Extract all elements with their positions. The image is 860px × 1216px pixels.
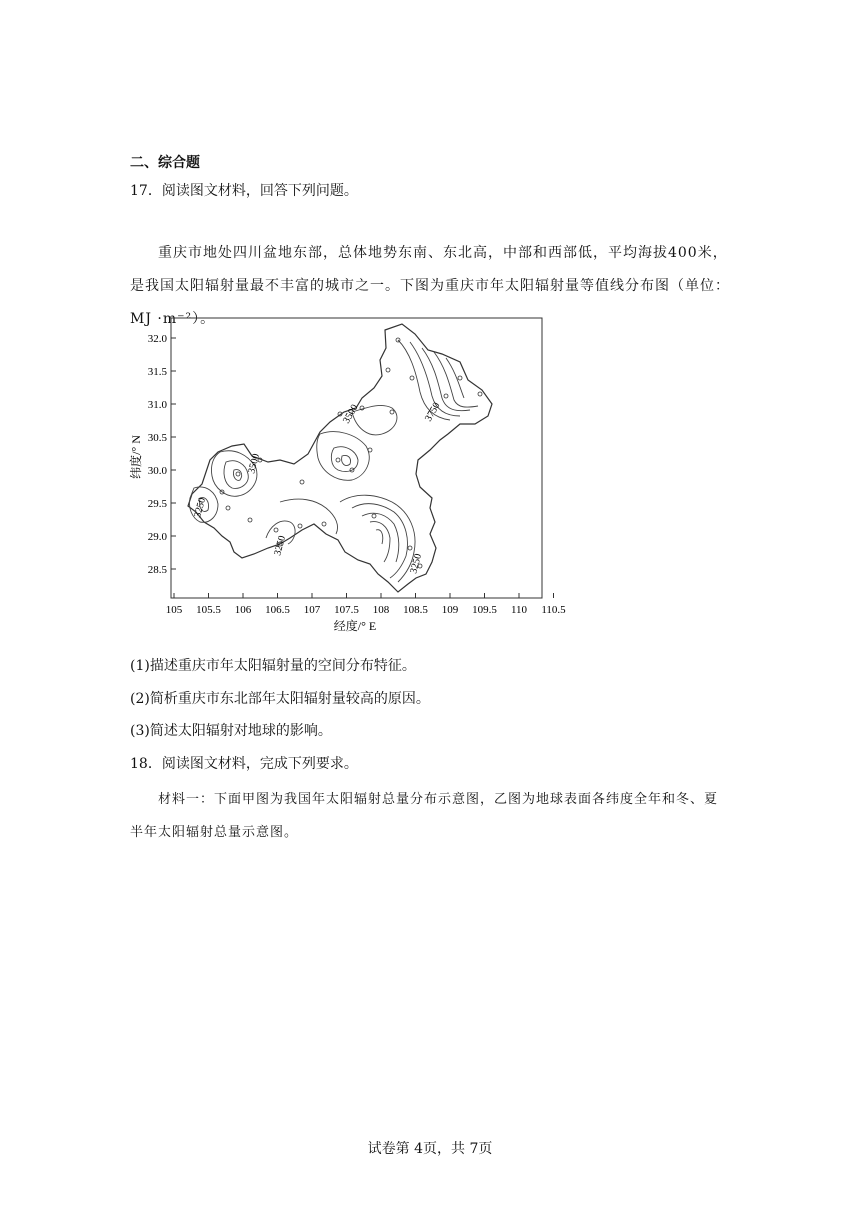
question-17-intro: 17．阅读图文材料，回答下列问题。 — [130, 183, 358, 199]
x-tick-label: 106 — [234, 604, 252, 616]
x-tick-label: 107 — [303, 604, 321, 616]
question-18-intro: 18．阅读图文材料，完成下列要求。 — [130, 756, 358, 772]
y-axis-title: 纬度/° N — [129, 435, 143, 479]
x-tick-label: 110.5 — [541, 604, 566, 616]
x-tick-label: 109.5 — [472, 604, 497, 616]
contour-label-5: 3250 — [272, 534, 289, 557]
y-tick-label: 28.5 — [147, 564, 167, 576]
x-tick-label: 108 — [372, 604, 390, 616]
contour-label-4: 3250 — [192, 496, 209, 519]
question-17-sub-3: (3)简述太阳辐射对地球的影响。 — [130, 723, 332, 739]
question-17-paragraph-text: 重庆市地处四川盆地东部，总体地势东南、东北高，中部和西部低，平均海拔400米，是我国太阳辐射量最不丰富的城市之一。下图为重庆市年太阳辐射量等值线分布图（单位：MJ ·m⁻²）。 — [130, 245, 730, 327]
x-axis — [166, 593, 566, 616]
y-axis — [148, 333, 176, 576]
station-markers — [220, 338, 482, 568]
map-frame — [171, 318, 542, 598]
y-tick-label: 30.0 — [147, 465, 167, 477]
contour-label-6: 3250 — [408, 552, 425, 575]
x-tick-label: 108.5 — [403, 604, 428, 616]
contour-label-1: 3500 — [341, 402, 361, 426]
question-18-paragraph — [130, 783, 730, 849]
question-17-sub-1: (1)描述重庆市年太阳辐射量的空间分布特征。 — [130, 658, 416, 674]
x-axis-title: 经度/° E — [333, 619, 377, 633]
x-tick-label: 105 — [165, 604, 183, 616]
y-tick-label: 31.0 — [147, 399, 167, 411]
chongqing-radiation-contour-map — [129, 312, 566, 637]
y-tick-label: 31.5 — [147, 366, 167, 378]
question-17-sub-2: (2)简析重庆市东北部年太阳辐射量较高的原因。 — [130, 691, 430, 707]
x-tick-label: 110 — [510, 604, 528, 616]
x-tick-label: 107.5 — [334, 604, 359, 616]
section-title: 二、综合题 — [130, 155, 200, 171]
y-tick-label: 32.0 — [147, 333, 167, 345]
chongqing-boundary — [188, 324, 492, 592]
x-tick-label: 109 — [441, 604, 459, 616]
question-18-paragraph-text: 材料一：下面甲图为我国年太阳辐射总量分布示意图，乙图为地球表面各纬度全年和冬、夏半年太阳辐射总量示意图。 — [130, 792, 719, 840]
contour-label-3: 3500 — [246, 452, 263, 475]
y-tick-label: 30.5 — [147, 432, 167, 444]
x-tick-label: 106.5 — [265, 604, 290, 616]
contour-label-2: 3750 — [423, 400, 443, 424]
y-tick-label: 29.0 — [147, 531, 167, 543]
y-tick-label: 29.5 — [147, 498, 167, 510]
x-tick-label: 105.5 — [196, 604, 221, 616]
page-footer: 试卷第 4页，共 7页 — [367, 1141, 493, 1157]
